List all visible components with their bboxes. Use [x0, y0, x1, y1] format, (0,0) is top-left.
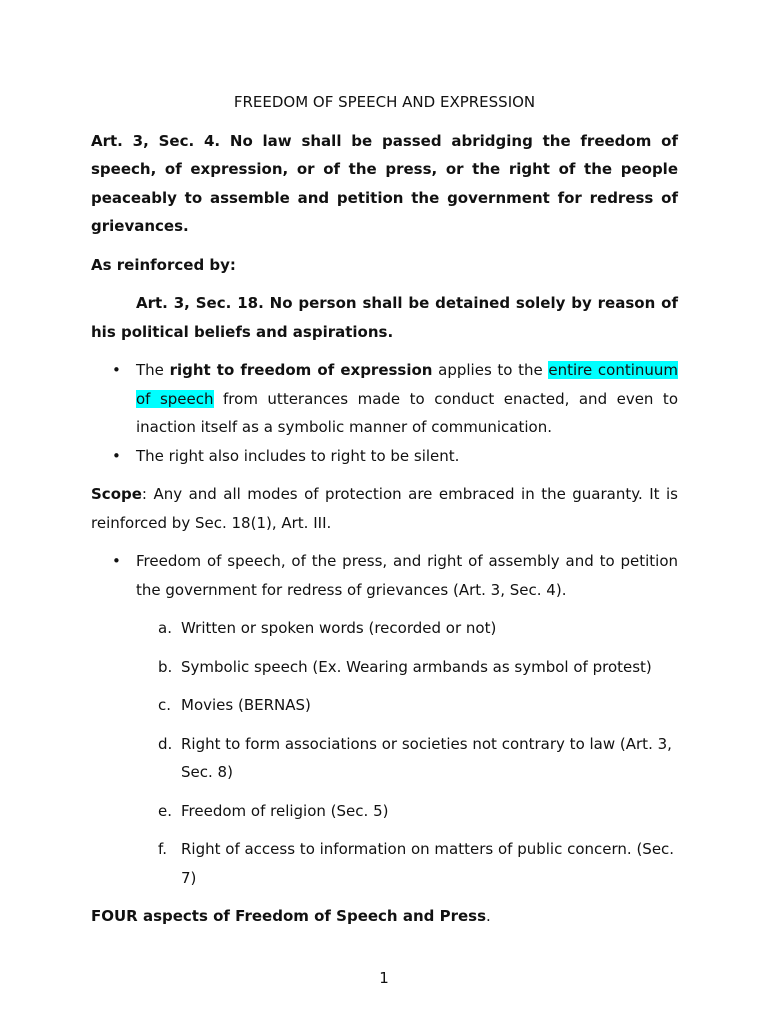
sublist-marker: c. — [158, 696, 172, 714]
art3-sec18-ref: Art. 3, Sec. 18. — [136, 294, 264, 312]
sublist-text: Written or spoken words (recorded or not) — [181, 619, 497, 637]
bullet-text: The right also includes to right to be silent. — [136, 446, 460, 465]
sublist-marker: f. — [158, 840, 167, 858]
sublist-item — [158, 730, 678, 787]
sublist-marker: a. — [158, 619, 172, 637]
art3-sec18-text: No person shall be detained solely by reason of his political beliefs and aspirations. — [91, 294, 678, 341]
scope-label: Scope — [91, 485, 142, 503]
sublist-text: Symbolic speech (Ex. Wearing armbands as symbol of protest) — [181, 657, 652, 676]
art3-sec4-ref: Art. 3, Sec. 4. — [91, 131, 221, 150]
bullet-text-mid: applies to the — [432, 361, 549, 379]
reinforced-label: As reinforced by: — [91, 255, 236, 274]
sublist-item — [158, 653, 678, 682]
list-item — [112, 356, 679, 442]
scope-paragraph — [91, 480, 678, 537]
four-aspects-heading — [91, 902, 678, 931]
sublist-text: Right to form associations or societies not contrary to law (Art. 3, Sec. 8) — [181, 734, 672, 781]
bullet-list-expression — [91, 356, 678, 470]
page-number: 1 — [379, 969, 389, 987]
four-aspects-text: FOUR aspects of Freedom of Speech and Press — [91, 907, 487, 925]
highlighted-text: entire continuum of speech — [136, 361, 679, 408]
sublist-text: Right of access to information on matters of public concern. (Sec. 7) — [181, 840, 675, 887]
bullet-text-pre: The — [136, 361, 170, 379]
bullet-text: Freedom of speech, of the press, and right of assembly and to petition the government for redress of grievances (Art. 3, Sec. 4). — [136, 552, 678, 599]
page-title: FREEDOM OF SPEECH AND EXPRESSION — [233, 93, 536, 111]
sublist-text: Movies (BERNAS) — [181, 696, 311, 714]
art3-sec4-paragraph — [91, 127, 678, 241]
list-item — [112, 442, 678, 471]
sublist-marker: b. — [158, 657, 173, 676]
scope-text: : Any and all modes of protection are embraced in the guaranty. It is reinforced by Sec. 18(1), Art. III. — [91, 485, 678, 532]
sublist-item — [158, 614, 678, 643]
list-item — [112, 547, 678, 604]
bullet-icon: • — [112, 446, 121, 465]
sublist-marker: e. — [158, 801, 172, 820]
sublist-marker: d. — [158, 734, 173, 753]
sublist-item — [158, 835, 678, 892]
art3-sec4-text: No law shall be passed abridging the freedom of speech, of expression, or of the press, or the right of the people peaceably to assemble and petition the government for redress of grievances. — [91, 131, 678, 235]
bullet-list-freedoms — [91, 547, 678, 604]
bullet-text-post: from utterances made to conduct enacted, and even to inaction itself as a symbolic manner of communication. — [136, 389, 678, 436]
four-aspects-tail: . — [486, 907, 491, 925]
art3-sec18-paragraph — [91, 289, 678, 346]
sublist-item — [158, 691, 678, 720]
document-page — [91, 88, 678, 941]
lettered-sublist — [91, 614, 678, 892]
bullet-text-bold: right to freedom of expression — [169, 361, 433, 379]
sublist-text: Freedom of religion (Sec. 5) — [181, 801, 389, 820]
sublist-item — [158, 797, 678, 826]
bullet-icon: • — [112, 361, 121, 379]
bullet-icon: • — [112, 552, 121, 570]
